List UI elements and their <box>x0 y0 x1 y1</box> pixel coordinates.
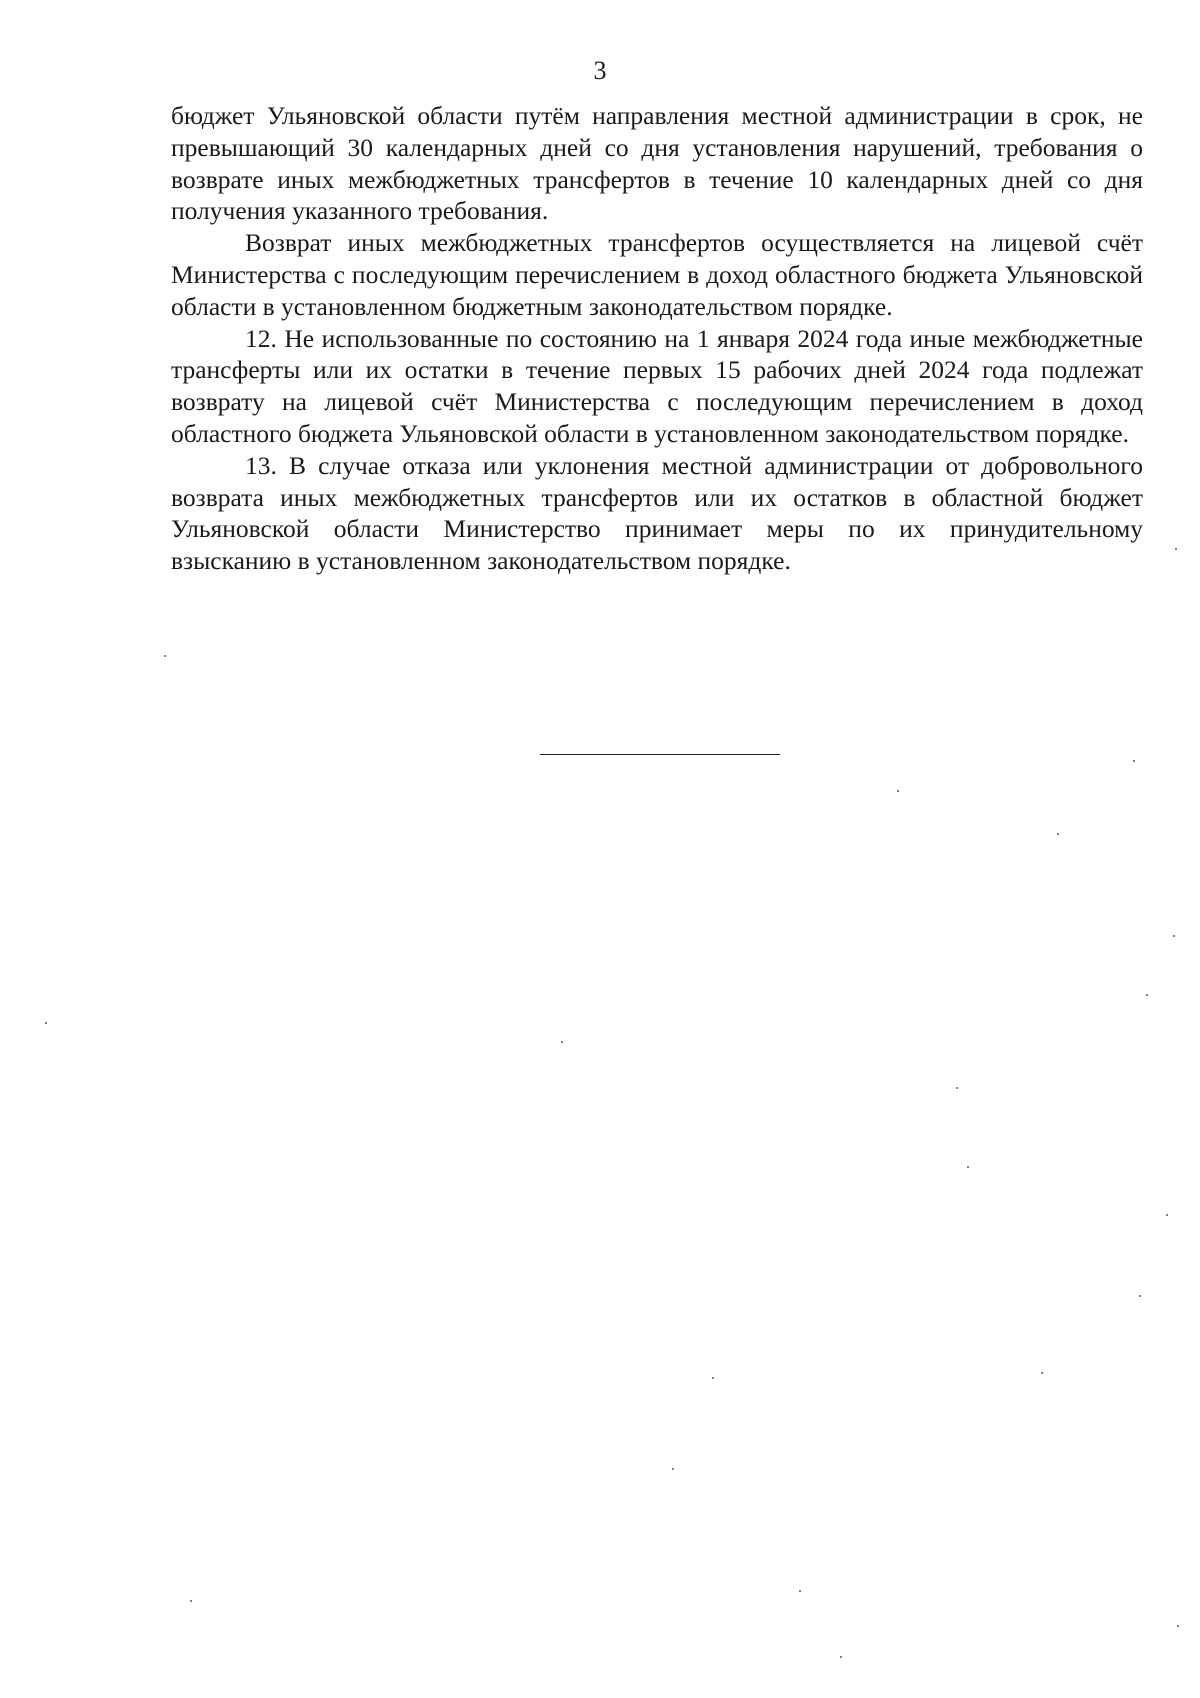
scan-speck <box>672 1468 674 1470</box>
scan-speck <box>1146 994 1148 996</box>
scan-speck <box>840 1656 842 1658</box>
scan-speck <box>1139 1295 1141 1297</box>
paragraph-item-12: 12. Не использованные по состоянию на 1 января 2024 года иные межбюджетные трансферты или их остатки в течение первых 15 рабочих дней 2024 года подлежат возврату на лицевой счёт Министерства с последующим перечислением в доход областного бюджета Ульяновской области в установленном законодательством порядке. <box>171 323 1143 448</box>
scan-speck <box>712 1377 714 1379</box>
scan-speck <box>561 1041 563 1043</box>
scan-speck <box>1057 833 1059 835</box>
scan-speck <box>1133 760 1135 762</box>
scan-speck <box>45 1022 47 1024</box>
scan-speck <box>1166 1214 1168 1216</box>
paragraph-item-13: 13. В случае отказа или уклонения местной администрации от добровольного возврата иных межбюджетных трансфертов или их остатков в областной бюджет Ульяновской области Министерство принимает меры по их принудительному взысканию в установленном законодательством порядке. <box>171 450 1143 576</box>
paragraph-continuation: бюджет Ульяновской области путём направления местной администрации в срок, не превышающий 30 календарных дней со дня установления нарушений, требования о возврате иных межбюджетных трансфертов в течение 10 календарных дней со дня получения указанного требования. <box>171 101 1143 226</box>
scan-speck <box>799 1590 801 1592</box>
scan-speck <box>967 1166 969 1168</box>
scan-speck <box>1177 1625 1179 1627</box>
scan-speck <box>897 790 899 792</box>
scan-speck <box>1175 548 1177 550</box>
document-body <box>171 100 1143 577</box>
end-of-document-rule <box>540 754 780 755</box>
scan-speck <box>190 1600 192 1602</box>
scan-speck <box>1173 935 1175 937</box>
scan-speck <box>956 1087 958 1089</box>
scan-speck <box>1041 1372 1043 1374</box>
page-number: 3 <box>593 56 607 85</box>
scan-speck <box>164 655 166 657</box>
paragraph-refund-procedure: Возврат иных межбюджетных трансфертов осуществляется на лицевой счёт Министерства с последующим перечислением в доход областного бюджета Ульяновской области в установленном бюджетным законодательством порядке. <box>171 228 1143 321</box>
